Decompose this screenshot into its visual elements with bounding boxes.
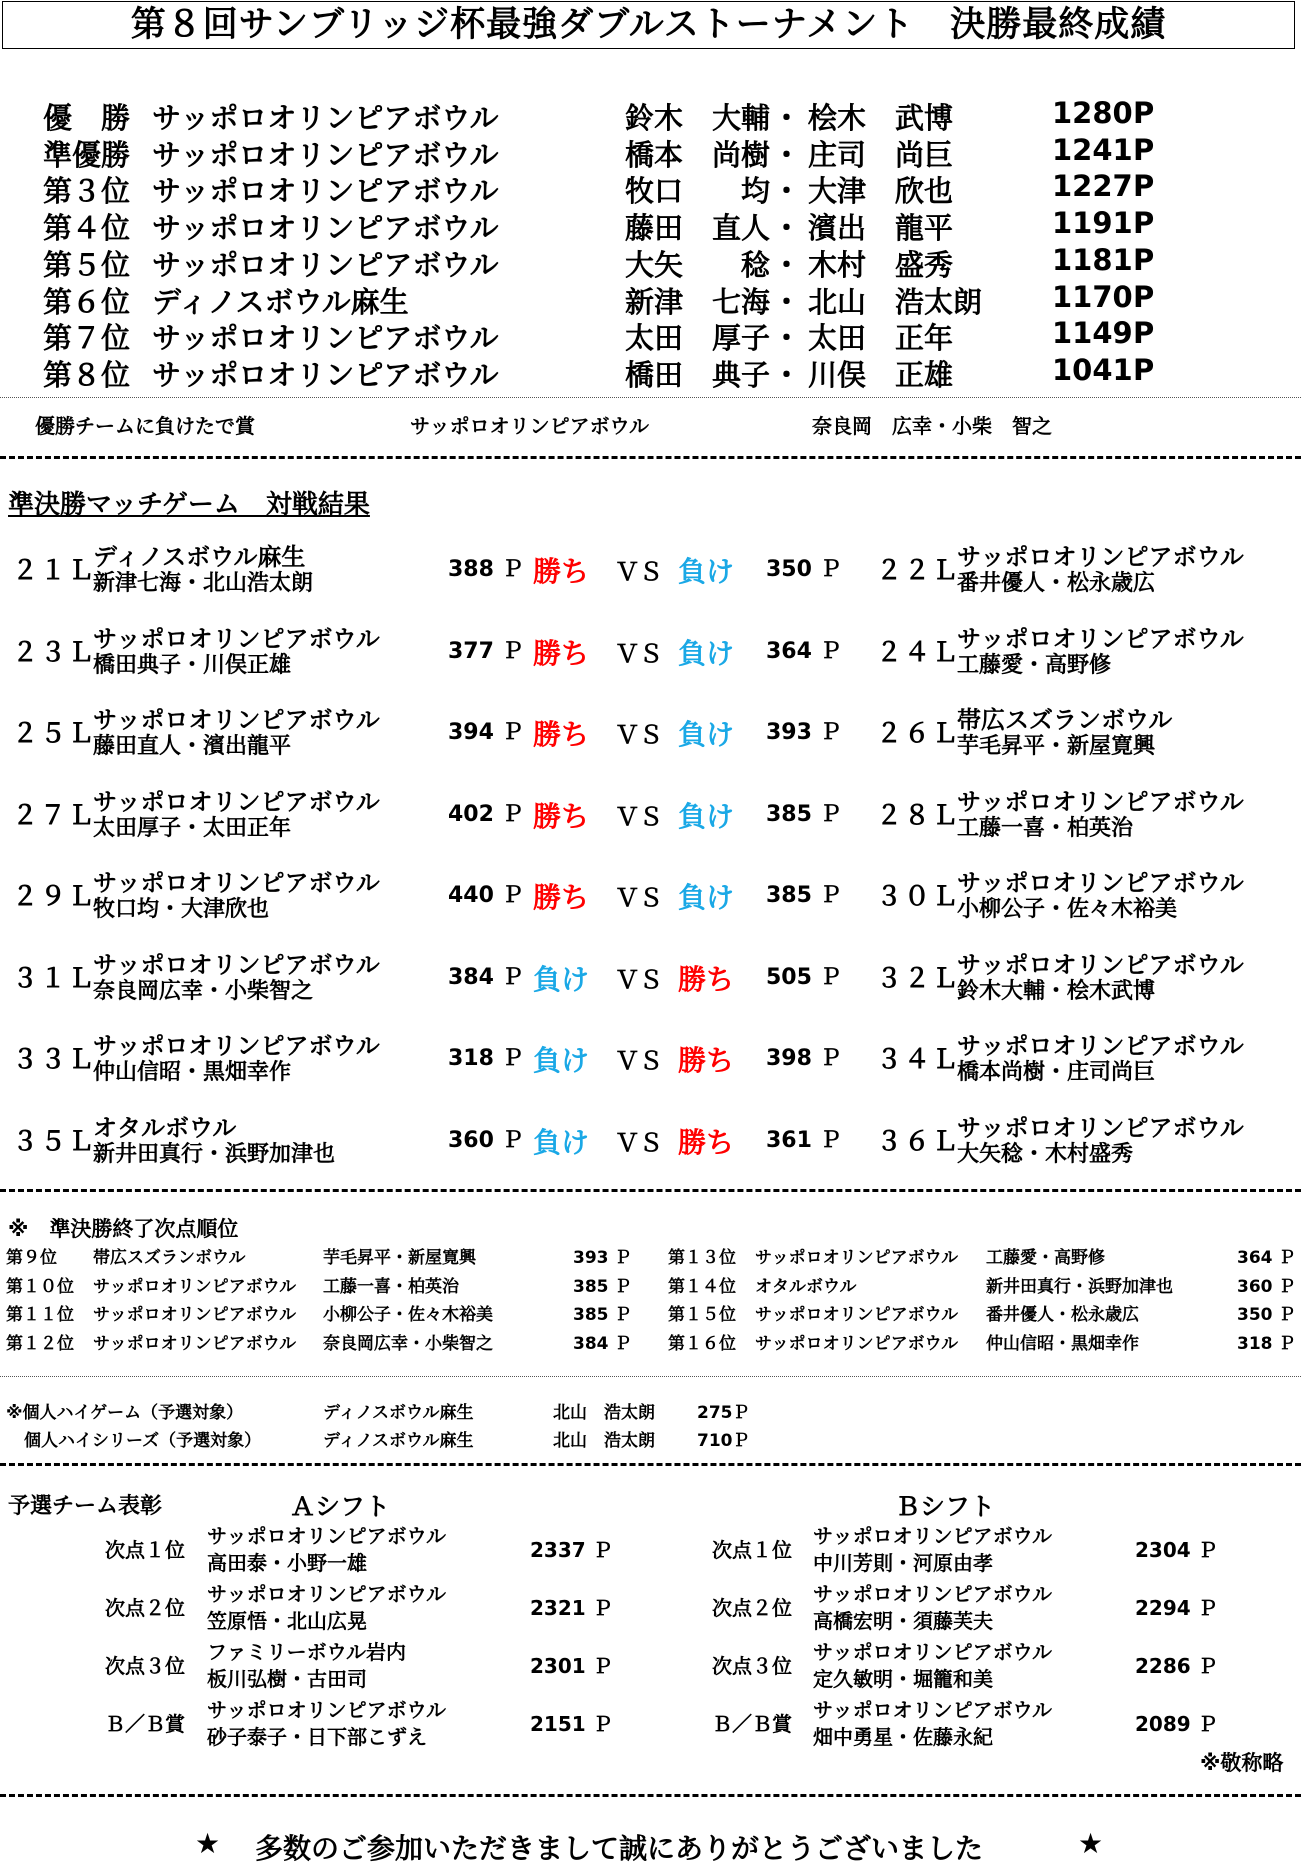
- vs-label: ＶＳ: [615, 639, 663, 668]
- prelim-rank: 次点１位: [712, 1538, 792, 1562]
- result-player2: 大津 欣也: [808, 174, 954, 209]
- players-left: 新津七海・北山浩太朗: [93, 571, 314, 596]
- result-player1: 藤田 直人: [625, 211, 771, 246]
- score-right: 393 Ｐ: [766, 720, 842, 745]
- prelim-players: 砂子泰子・日下部こずえ: [207, 1725, 427, 1749]
- ranking-rank: 第１１位: [6, 1305, 74, 1326]
- ranking-rank: 第１５位: [668, 1305, 736, 1326]
- ranking-rank: 第１４位: [668, 1276, 736, 1297]
- result-rank: 第５位: [43, 247, 131, 282]
- result-player2: 木村 盛秀: [808, 247, 954, 282]
- ranking-center: サッポロオリンピアボウル: [93, 1276, 297, 1297]
- result-separator: ・: [772, 211, 802, 246]
- ranking-center: サッポロオリンピアボウル: [755, 1334, 959, 1355]
- result-center: サッポロオリンピアボウル: [152, 357, 499, 392]
- result-separator: ・: [772, 101, 802, 135]
- ranking-score: 360 Ｐ: [1237, 1276, 1296, 1297]
- players-right: 鈴木大輔・桧木武博: [957, 978, 1156, 1004]
- center-right: サッポロオリンピアボウル: [957, 1113, 1244, 1142]
- prelim-rank: 次点３位: [712, 1654, 792, 1678]
- ranking-score: 384 Ｐ: [573, 1334, 632, 1355]
- result-player1: 大矢 稔: [625, 247, 771, 282]
- ranking-score: 393 Ｐ: [573, 1248, 632, 1268]
- ranking-center: サッポロオリンピアボウル: [93, 1334, 297, 1355]
- prelim-score: 2301 Ｐ: [530, 1654, 613, 1678]
- result-right: 負け: [678, 555, 735, 588]
- score-right: 361 Ｐ: [766, 1127, 842, 1153]
- prelim-players: 定久敏明・堀籠和美: [813, 1667, 993, 1691]
- lane-right: ３０Ｌ: [876, 882, 961, 912]
- ranking-rank: 第１２位: [6, 1334, 74, 1355]
- post-semi-heading: ※ 準決勝終了次点順位: [8, 1217, 239, 1241]
- page-title: 第８回サンブリッジ杯最強ダブルストーナメント 決勝最終成績: [2, 1, 1295, 49]
- prelim-players: 板川弘樹・古田司: [207, 1667, 367, 1691]
- result-separator: ・: [772, 174, 802, 209]
- score-left: 360 Ｐ: [448, 1127, 524, 1153]
- ranking-rank: 第９位: [6, 1248, 57, 1268]
- players-right: 芋毛昇平・新屋寛興: [957, 734, 1156, 759]
- score-right: 364 Ｐ: [766, 638, 842, 664]
- shift-b-title: Ｂシフト: [895, 1492, 996, 1521]
- ranking-center: サッポロオリンピアボウル: [755, 1305, 959, 1326]
- lane-left: ３１Ｌ: [12, 963, 97, 994]
- result-score: 1241: [1052, 132, 1133, 167]
- result-score: 1227: [1052, 169, 1133, 204]
- ranking-players: 工藤一喜・柏英治: [323, 1276, 459, 1297]
- prelim-score: 2304 Ｐ: [1135, 1538, 1218, 1562]
- star-icon: ★: [1078, 1827, 1104, 1860]
- center-left: サッポロオリンピアボウル: [93, 624, 380, 653]
- players-left: 太田厚子・太田正年: [93, 815, 292, 841]
- ranking-players: 工藤愛・高野修: [986, 1248, 1105, 1268]
- vs-label: ＶＳ: [615, 884, 663, 912]
- prelim-center: サッポロオリンピアボウル: [813, 1640, 1052, 1664]
- result-center: サッポロオリンピアボウル: [152, 101, 499, 135]
- center-left: サッポロオリンピアボウル: [93, 950, 380, 979]
- result-player1: 鈴木 大輔: [625, 101, 771, 135]
- players-left: 新井田真行・浜野加津也: [93, 1141, 336, 1167]
- result-separator: ・: [772, 247, 802, 282]
- result-separator: ・: [772, 137, 802, 172]
- ranking-score: 318 Ｐ: [1237, 1334, 1296, 1355]
- result-left: 負け: [533, 1125, 590, 1159]
- center-right: サッポロオリンピアボウル: [957, 787, 1244, 816]
- result-player2: 庄司 尚巨: [808, 137, 954, 172]
- center-right: サッポロオリンピアボウル: [957, 1032, 1244, 1060]
- lane-left: ２９Ｌ: [12, 882, 97, 912]
- result-score: 1041: [1052, 352, 1133, 387]
- individual-center: ディノスボウル麻生: [323, 1403, 474, 1423]
- result-rank: 優 勝: [43, 101, 131, 135]
- prelim-rank: Ｂ／Ｂ賞: [712, 1712, 792, 1736]
- footer-message: 多数のご参加いただきまして誠にありがとうございました: [255, 1832, 984, 1865]
- prelim-players: 笠原悟・北山広晃: [207, 1609, 367, 1633]
- lane-left: ２７Ｌ: [12, 800, 97, 831]
- ranking-players: 番井優人・松永歳広: [986, 1305, 1139, 1326]
- result-unit: P: [1133, 279, 1155, 314]
- score-right: 505 Ｐ: [766, 964, 842, 990]
- prelim-rank: 次点２位: [712, 1596, 792, 1620]
- individual-player: 北山 浩太朗: [553, 1403, 655, 1423]
- result-center: ディノスボウル麻生: [152, 284, 409, 319]
- ranking-players: 奈良岡広幸・小柴智之: [323, 1334, 493, 1355]
- result-center: サッポロオリンピアボウル: [152, 247, 499, 282]
- lane-right: ２８Ｌ: [876, 800, 961, 831]
- result-left: 勝ち: [533, 881, 590, 914]
- players-right: 大矢稔・木村盛秀: [957, 1141, 1134, 1167]
- players-right: 工藤愛・高野修: [957, 652, 1112, 678]
- result-score: 1170: [1052, 279, 1133, 314]
- lane-left: ２３Ｌ: [12, 637, 97, 668]
- lane-right: ３２Ｌ: [876, 963, 961, 994]
- prelim-rank: 次点２位: [105, 1596, 185, 1620]
- result-player1: 橋田 典子: [625, 357, 771, 392]
- result-separator: ・: [772, 357, 802, 392]
- prelim-score: 2286 Ｐ: [1135, 1654, 1218, 1678]
- result-rank: 第８位: [43, 357, 131, 392]
- vs-label: ＶＳ: [615, 1128, 663, 1157]
- score-left: 388 Ｐ: [448, 557, 524, 582]
- lane-right: ３４Ｌ: [876, 1045, 961, 1075]
- result-left: 勝ち: [533, 636, 590, 670]
- score-right: 385 Ｐ: [766, 801, 842, 827]
- lane-left: ２５Ｌ: [12, 719, 97, 749]
- result-right: 勝ち: [678, 962, 735, 996]
- individual-player: 北山 浩太朗: [553, 1431, 655, 1451]
- prelim-score: 2294 Ｐ: [1135, 1596, 1218, 1620]
- ranking-score: 385 Ｐ: [573, 1276, 632, 1297]
- divider: [0, 397, 1301, 398]
- prelim-score: 2337 Ｐ: [530, 1538, 613, 1562]
- center-left: サッポロオリンピアボウル: [93, 787, 380, 816]
- score-left: 394 Ｐ: [448, 720, 524, 745]
- center-left: オタルボウル: [93, 1113, 237, 1142]
- result-left: 勝ち: [533, 799, 590, 833]
- lane-left: ３５Ｌ: [12, 1126, 97, 1157]
- center-left: サッポロオリンピアボウル: [93, 869, 380, 897]
- lane-left: ２１Ｌ: [12, 556, 97, 586]
- result-player2: 濱出 龍平: [808, 211, 954, 246]
- players-left: 牧口均・大津欣也: [93, 897, 270, 922]
- result-right: 勝ち: [678, 1125, 735, 1159]
- result-player2: 桧木 武博: [808, 101, 954, 135]
- result-player1: 太田 厚子: [625, 321, 771, 356]
- result-separator: ・: [772, 284, 802, 319]
- result-unit: P: [1133, 169, 1155, 204]
- prelim-players: 高橋宏明・須藤芙夫: [813, 1609, 993, 1633]
- result-unit: P: [1133, 96, 1155, 130]
- ranking-center: オタルボウル: [755, 1276, 857, 1297]
- ranking-players: 芋毛昇平・新屋寛興: [323, 1248, 476, 1268]
- score-right: 385 Ｐ: [766, 883, 842, 908]
- prelim-center: ファミリーボウル岩内: [207, 1640, 406, 1664]
- shift-a-title: Ａシフト: [290, 1492, 391, 1521]
- result-right: 負け: [678, 799, 735, 833]
- individual-center: ディノスボウル麻生: [323, 1431, 474, 1451]
- result-right: 負け: [678, 636, 735, 670]
- result-unit: P: [1133, 352, 1155, 387]
- result-player1: 新津 七海: [625, 284, 771, 319]
- score-right: 350 Ｐ: [766, 557, 842, 582]
- star-icon: ★: [195, 1827, 221, 1860]
- result-player2: 北山 浩太朗: [808, 284, 983, 319]
- score-left: 377 Ｐ: [448, 638, 524, 664]
- special-award-center: サッポロオリンピアボウル: [410, 414, 649, 438]
- lane-right: ２４Ｌ: [876, 637, 961, 668]
- players-right: 小柳公子・佐々木裕美: [957, 897, 1178, 922]
- ranking-center: サッポロオリンピアボウル: [755, 1248, 959, 1268]
- ranking-players: 新井田真行・浜野加津也: [986, 1276, 1173, 1297]
- prelim-players: 畑中勇星・佐藤永紀: [813, 1725, 993, 1749]
- divider: [0, 1463, 1301, 1466]
- prelim-score: 2151 Ｐ: [530, 1712, 613, 1736]
- players-left: 仲山信昭・黒畑幸作: [93, 1060, 292, 1085]
- prelim-rank: Ｂ／Ｂ賞: [105, 1712, 185, 1736]
- prelim-center: サッポロオリンピアボウル: [207, 1524, 446, 1548]
- special-award-label: 優勝チームに負けたで賞: [35, 414, 255, 438]
- vs-label: ＶＳ: [615, 558, 663, 586]
- lane-right: ２２Ｌ: [876, 556, 961, 586]
- divider: [0, 456, 1301, 459]
- ranking-rank: 第１３位: [668, 1248, 736, 1268]
- vs-label: ＶＳ: [615, 802, 663, 831]
- prelim-heading: 予選チーム表彰: [8, 1494, 163, 1519]
- individual-score: 710Ｐ: [697, 1431, 750, 1451]
- result-unit: P: [1133, 242, 1155, 277]
- result-center: サッポロオリンピアボウル: [152, 137, 499, 172]
- ranking-rank: 第１６位: [668, 1334, 736, 1355]
- lane-right: ３６Ｌ: [876, 1126, 961, 1157]
- prelim-center: サッポロオリンピアボウル: [813, 1698, 1052, 1722]
- result-player1: 牧口 均: [625, 174, 771, 209]
- result-score: 1280: [1052, 96, 1133, 130]
- result-player2: 川俣 正雄: [808, 357, 954, 392]
- result-left: 負け: [533, 1044, 590, 1077]
- ranking-center: 帯広スズランボウル: [93, 1248, 246, 1268]
- result-player1: 橋本 尚樹: [625, 137, 771, 172]
- center-left: ディノスボウル麻生: [93, 543, 306, 571]
- result-score: 1181: [1052, 242, 1133, 277]
- divider: [0, 1189, 1301, 1192]
- prelim-center: サッポロオリンピアボウル: [813, 1582, 1052, 1606]
- result-rank: 第３位: [43, 174, 131, 209]
- players-right: 番井優人・松永歳広: [957, 571, 1156, 596]
- prelim-score: 2321 Ｐ: [530, 1596, 613, 1620]
- result-center: サッポロオリンピアボウル: [152, 321, 499, 356]
- lane-left: ３３Ｌ: [12, 1045, 97, 1075]
- center-right: サッポロオリンピアボウル: [957, 543, 1244, 571]
- ranking-players: 小柳公子・佐々木裕美: [323, 1305, 493, 1326]
- prelim-center: サッポロオリンピアボウル: [207, 1582, 446, 1606]
- players-right: 工藤一喜・柏英治: [957, 815, 1134, 841]
- prelim-center: サッポロオリンピアボウル: [813, 1524, 1052, 1548]
- vs-label: ＶＳ: [615, 1047, 663, 1075]
- result-score: 1191: [1052, 206, 1133, 241]
- result-center: サッポロオリンピアボウル: [152, 211, 499, 246]
- score-left: 402 Ｐ: [448, 801, 524, 827]
- result-rank: 第４位: [43, 211, 131, 246]
- result-center: サッポロオリンピアボウル: [152, 174, 499, 209]
- lane-right: ２６Ｌ: [876, 719, 961, 749]
- result-right: 勝ち: [678, 1044, 735, 1077]
- result-score: 1149: [1052, 316, 1133, 351]
- result-rank: 準優勝: [43, 137, 131, 172]
- result-separator: ・: [772, 321, 802, 356]
- result-left: 勝ち: [533, 718, 590, 751]
- individual-label: 個人ハイシリーズ（予選対象）: [24, 1431, 262, 1451]
- ranking-rank: 第１０位: [6, 1276, 74, 1297]
- honorific-note: ※敬称略: [1200, 1751, 1284, 1775]
- center-right: サッポロオリンピアボウル: [957, 869, 1244, 897]
- ranking-score: 385 Ｐ: [573, 1305, 632, 1326]
- result-left: 勝ち: [533, 555, 590, 588]
- prelim-players: 高田泰・小野一雄: [207, 1551, 367, 1575]
- special-award-players: 奈良岡 広幸・小柴 智之: [812, 414, 1052, 438]
- result-right: 負け: [678, 718, 735, 751]
- score-left: 384 Ｐ: [448, 964, 524, 990]
- center-left: サッポロオリンピアボウル: [93, 706, 380, 734]
- divider: [0, 1794, 1301, 1797]
- score-right: 398 Ｐ: [766, 1046, 842, 1071]
- individual-label: ※個人ハイゲーム（予選対象）: [6, 1403, 244, 1423]
- vs-label: ＶＳ: [615, 721, 663, 749]
- prelim-score: 2089 Ｐ: [1135, 1712, 1218, 1736]
- center-left: サッポロオリンピアボウル: [93, 1032, 380, 1060]
- divider: [0, 1376, 1301, 1377]
- result-rank: 第７位: [43, 321, 131, 356]
- result-unit: P: [1133, 132, 1155, 167]
- result-player2: 太田 正年: [808, 321, 954, 356]
- ranking-players: 仲山信昭・黒畑幸作: [986, 1334, 1139, 1355]
- players-left: 藤田直人・濱出龍平: [93, 734, 292, 759]
- players-left: 橋田典子・川俣正雄: [93, 652, 292, 678]
- result-right: 負け: [678, 881, 735, 914]
- center-right: サッポロオリンピアボウル: [957, 950, 1244, 979]
- result-unit: P: [1133, 316, 1155, 351]
- semifinal-heading: 準決勝マッチゲーム 対戦結果: [8, 490, 370, 520]
- center-right: 帯広スズランボウル: [957, 706, 1173, 734]
- vs-label: ＶＳ: [615, 965, 663, 994]
- prelim-rank: 次点１位: [105, 1538, 185, 1562]
- result-rank: 第６位: [43, 284, 131, 319]
- ranking-score: 364 Ｐ: [1237, 1248, 1296, 1268]
- prelim-center: サッポロオリンピアボウル: [207, 1698, 446, 1722]
- result-unit: P: [1133, 206, 1155, 241]
- players-left: 奈良岡広幸・小柴智之: [93, 978, 314, 1004]
- prelim-rank: 次点３位: [105, 1654, 185, 1678]
- ranking-score: 350 Ｐ: [1237, 1305, 1296, 1326]
- score-left: 318 Ｐ: [448, 1046, 524, 1071]
- ranking-center: サッポロオリンピアボウル: [93, 1305, 297, 1326]
- players-right: 橋本尚樹・庄司尚巨: [957, 1060, 1156, 1085]
- center-right: サッポロオリンピアボウル: [957, 624, 1244, 653]
- prelim-players: 中川芳則・河原由孝: [813, 1551, 993, 1575]
- score-left: 440 Ｐ: [448, 883, 524, 908]
- individual-score: 275Ｐ: [697, 1403, 750, 1423]
- result-left: 負け: [533, 962, 590, 996]
